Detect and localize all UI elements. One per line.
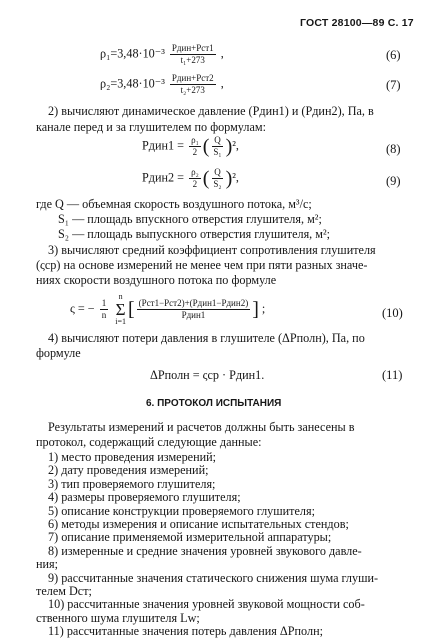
eq9-inner-den: S₂ bbox=[213, 178, 222, 189]
equation-10 bbox=[70, 292, 265, 327]
eq10-main-fraction bbox=[137, 299, 251, 320]
list-item-4: 4) размеры проверяемого глушителя; bbox=[48, 490, 241, 505]
eq7-numerator: Pдин+Pст2 bbox=[171, 73, 214, 83]
list-item-9-cont: телем Dст; bbox=[36, 584, 92, 598]
list-item-10-cont: ственного шума глушителя Lw; bbox=[36, 610, 200, 625]
eq11-number: (11) bbox=[382, 368, 403, 382]
equation-11: ΔPполн = ςср · Pдин1. bbox=[150, 368, 265, 382]
eq6-fraction bbox=[170, 44, 216, 65]
eq10-lhs: ς = − bbox=[70, 301, 95, 316]
equation-8 bbox=[142, 136, 239, 157]
eq10-n: n bbox=[101, 309, 107, 320]
eq10-numerator: (Pст1−Pст2)+(Pдин1−Pдин2) bbox=[138, 298, 249, 309]
eq7-tail: , bbox=[220, 76, 224, 91]
eq9-close-paren: ) bbox=[225, 167, 233, 190]
sigma-icon: Σ bbox=[115, 300, 126, 319]
para-4-line-1: 4) вычисляют потери давления в глушителе (ΔPполн), Па, по bbox=[48, 331, 365, 345]
eq10-close-bracket: ] bbox=[252, 298, 259, 321]
eq9-coef bbox=[189, 168, 201, 189]
where-line-2: S₁ — площадь впускного отверстия глушителя, м²; bbox=[58, 212, 322, 226]
eq10-tail: ; bbox=[261, 301, 266, 316]
eq8-number: (8) bbox=[386, 142, 401, 156]
eq9-lhs: Pдин2 = bbox=[142, 170, 185, 185]
eq8-inner-num: Q bbox=[214, 135, 221, 145]
eq8-open-paren: ( bbox=[202, 135, 210, 158]
eq6-denominator: t₁+273 bbox=[180, 54, 205, 65]
equation-6 bbox=[100, 44, 224, 65]
eq8-coef-den: 2 bbox=[192, 146, 198, 157]
eq8-tail: ², bbox=[232, 138, 239, 153]
list-item-8-cont: ния; bbox=[36, 557, 59, 572]
eq8-coef bbox=[189, 136, 201, 157]
eq10-one: 1 bbox=[101, 298, 107, 309]
eq8-lhs: Pдин1 = bbox=[142, 138, 185, 153]
eq8-close-paren: ) bbox=[225, 135, 233, 158]
eq9-open-paren: ( bbox=[202, 167, 210, 190]
equation-9 bbox=[142, 168, 239, 189]
where-line-3: S₂ — площадь выпускного отверстия глушителя, м²; bbox=[58, 227, 331, 241]
list-item-8: 8) измеренные и средние значения уровней звукового давле- bbox=[48, 543, 362, 558]
para-2-line-1: 2) вычисляют динамическое давление (Pдин1) и (Pдин2), Па, в bbox=[48, 104, 374, 118]
list-item-6: 6) методы измерения и описание испытательных стендов; bbox=[48, 517, 349, 531]
section-title: 6. ПРОТОКОЛ ИСПЫТАНИЯ bbox=[146, 398, 282, 409]
eq10-sum bbox=[115, 292, 126, 327]
eq6-tail: , bbox=[220, 46, 224, 61]
eq9-coef-num: ρ₂ bbox=[191, 167, 199, 177]
list-item-5: 5) описание конструкции проверяемого глушителя; bbox=[48, 503, 315, 518]
eq7-lhs: ρ₂=3,48·10⁻³ bbox=[100, 76, 165, 91]
para-4-line-2: формуле bbox=[36, 346, 81, 360]
list-item-10: 10) рассчитанные значения уровней звуковой мощности соб- bbox=[48, 597, 365, 612]
eq8-inner-den: S₁ bbox=[213, 146, 222, 157]
eq7-fraction bbox=[170, 74, 216, 95]
para-3-line-2: (ςср) на основе измерений не менее чем при пяти разных значе- bbox=[36, 258, 368, 272]
page-header: ГОСТ 28100—89 С. 17 bbox=[300, 17, 414, 29]
eq10-denominator: Pдин1 bbox=[181, 309, 206, 320]
equation-7 bbox=[100, 74, 224, 95]
list-item-2: 2) дату проведения измерений; bbox=[48, 463, 209, 478]
list-item-3: 3) тип проверяемого глушителя; bbox=[48, 476, 216, 491]
eq10-open-bracket: [ bbox=[128, 298, 135, 321]
para-5-line-1: Результаты измерений и расчетов должны быть занесены в bbox=[48, 420, 355, 434]
eq10-sum-bottom: i=1 bbox=[115, 317, 126, 327]
eq8-inner bbox=[211, 136, 223, 157]
para-5-line-2: протокол, содержащий следующие данные: bbox=[36, 435, 262, 449]
eq9-number: (9) bbox=[386, 174, 401, 188]
eq7-number: (7) bbox=[386, 78, 401, 92]
eq9-coef-den: 2 bbox=[192, 178, 198, 189]
list-item-1: 1) место проведения измерений; bbox=[48, 450, 217, 464]
eq10-one-over-n bbox=[100, 299, 109, 320]
eq10-number: (10) bbox=[382, 306, 403, 320]
para-3-line-1: 3) вычисляют средний коэффициент сопротивления глушителя bbox=[48, 243, 376, 257]
list-item-7: 7) описание применяемой измерительной аппаратуры; bbox=[48, 530, 332, 545]
list-item-9: 9) рассчитанные значения статического снижения шума глуши- bbox=[48, 570, 379, 585]
eq6-lhs: ρ₁=3,48·10⁻³ bbox=[100, 46, 165, 61]
para-3-line-3: ниях скорости воздушного потока по формуле bbox=[36, 273, 277, 287]
eq9-inner-num: Q bbox=[214, 167, 221, 177]
list-item-11: 11) рассчитанные значения потерь давления ΔPполн; bbox=[48, 624, 323, 639]
para-2-line-2: канале перед и за глушителем по формулам: bbox=[36, 120, 266, 134]
eq9-tail: ², bbox=[232, 170, 239, 185]
eq7-denominator: t₂+273 bbox=[180, 84, 205, 95]
eq6-number: (6) bbox=[386, 48, 401, 62]
eq10-sum-top: n bbox=[118, 292, 123, 301]
where-line-1: где Q — объемная скорость воздушного потока, м³/с; bbox=[36, 197, 312, 211]
eq9-inner bbox=[211, 168, 223, 189]
eq8-coef-num: ρ₁ bbox=[191, 135, 199, 145]
eq6-numerator: Pдин+Pст1 bbox=[171, 43, 214, 53]
